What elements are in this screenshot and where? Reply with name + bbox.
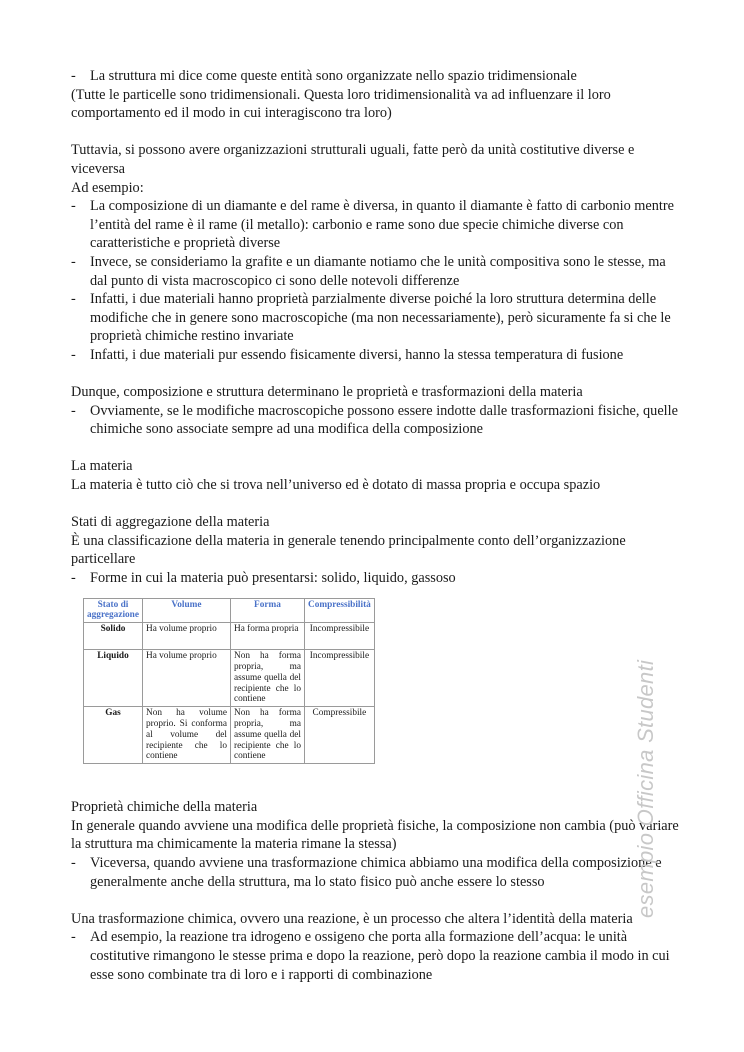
document-body [71,67,679,984]
table-header: Forma [230,598,304,623]
bullet-item: - Ad esempio, la reazione tra idrogeno e ossigeno che porta alla formazione dell’acqua: le unità costitutive rimangono le stesse prima e dopo la reazione, però dopo la reazione cambia il modo in cui esse sono combinate tra di loro e i rapporti di combinazione [71,929,670,983]
table-row [84,707,375,764]
table-row [84,623,375,650]
paragraph: (Tutte le particelle sono tridimensionali. Questa loro tridimensionalità va ad influenzare il loro comportamento ed il modo in cui interagiscono tra loro) [71,86,611,122]
table-cell: Compressibile [304,707,374,764]
paragraph: Ad esempio: [71,179,144,196]
table-cell: Non ha forma propria, ma assume quella del recipiente che lo contiene [230,650,304,707]
bullet-item: - Viceversa, quando avviene una trasformazione chimica abbiamo una modifica della composizione e generalmente anche della struttura, ma lo stato fisico può anche essere lo stesso [71,854,662,890]
paragraph: Dunque, composizione e struttura determinano le proprietà e trasformazioni della materia [71,384,583,401]
bullet-item: - Infatti, i due materiali hanno proprietà parzialmente diverse poiché la loro struttura determina delle modifiche che in genere sono macroscopiche (ma non necessariamente), però sicuramente fa si che le proprietà chimiche restino invariate [71,291,671,345]
table-cell: Ha volume proprio [142,650,230,707]
table-header-row [84,598,375,623]
section-heading: La materia [71,458,133,475]
paragraph: La materia è tutto ciò che si trova nell’universo ed è dotato di massa propria e occupa spazio [71,477,601,494]
bullet-item: - La struttura mi dice come queste entità sono organizzate nello spazio tridimensionale [71,68,577,84]
table-cell: Incompressibile [304,650,374,707]
paragraph: È una classificazione della materia in generale tenendo principalmente conto dell’organizzazione particellare [71,532,626,568]
table-cell: Ha forma propria [230,623,304,650]
bullet-dash: - [71,68,76,84]
table-header: Compressibilità [304,598,374,623]
table-cell: Non ha volume proprio. Si conforma al volume del recipiente che lo contiene [142,707,230,764]
bullet-item: - Invece, se consideriamo la grafite e un diamante notiamo che le unità compositiva sono le stesse, ma dal punto di vista macroscopico ci sono delle notevoli differenze [71,253,666,289]
paragraph: In generale quando avviene una modifica delle proprietà fisiche, la composizione non cambia (può variare la struttura ma chimicamente la materia rimane la stessa) [71,817,679,853]
table-cell: Incompressibile [304,623,374,650]
bullet-item: - Infatti, i due materiali pur essendo fisicamente diversi, hanno la stessa temperatura di fusione [71,346,624,363]
paragraph: Una trasformazione chimica, ovvero una reazione, è un processo che altera l’identità della materia [71,910,633,927]
table-cell: Liquido [84,650,143,707]
bullet-item: - Forme in cui la materia può presentarsi: solido, liquido, gassoso [71,570,456,587]
states-of-matter-table [83,598,375,765]
section-heading: Proprietà chimiche della materia [71,799,258,816]
bullet-item: - La composizione di un diamante e del rame è diversa, in quanto il diamante è fatto di carbonio mentre l’entità del rame è il rame (il metallo): carbonio e rame sono due specie chimiche diverse con caratteristiche e proprietà diverse [71,198,674,252]
bullet-item: - Ovviamente, se le modifiche macroscopiche possono essere indotte dalle trasformazioni fisiche, quelle chimiche sono associate sempre ad una modifica della composizione [71,402,678,438]
table-header: Volume [142,598,230,623]
table-header: Stato di aggregazione [84,598,143,623]
table-cell: Solido [84,623,143,650]
watermark: esempio Officina Studenti [633,659,658,918]
paragraph: Tuttavia, si possono avere organizzazioni strutturali uguali, fatte però da unità costitutive diverse e viceversa [71,142,635,177]
section-heading: Stati di aggregazione della materia [71,514,270,531]
table-cell: Non ha forma propria, ma assume quella del recipiente che lo contiene [230,707,304,764]
table-cell: Gas [84,707,143,764]
table-row [84,650,375,707]
table-cell: Ha volume proprio [142,623,230,650]
